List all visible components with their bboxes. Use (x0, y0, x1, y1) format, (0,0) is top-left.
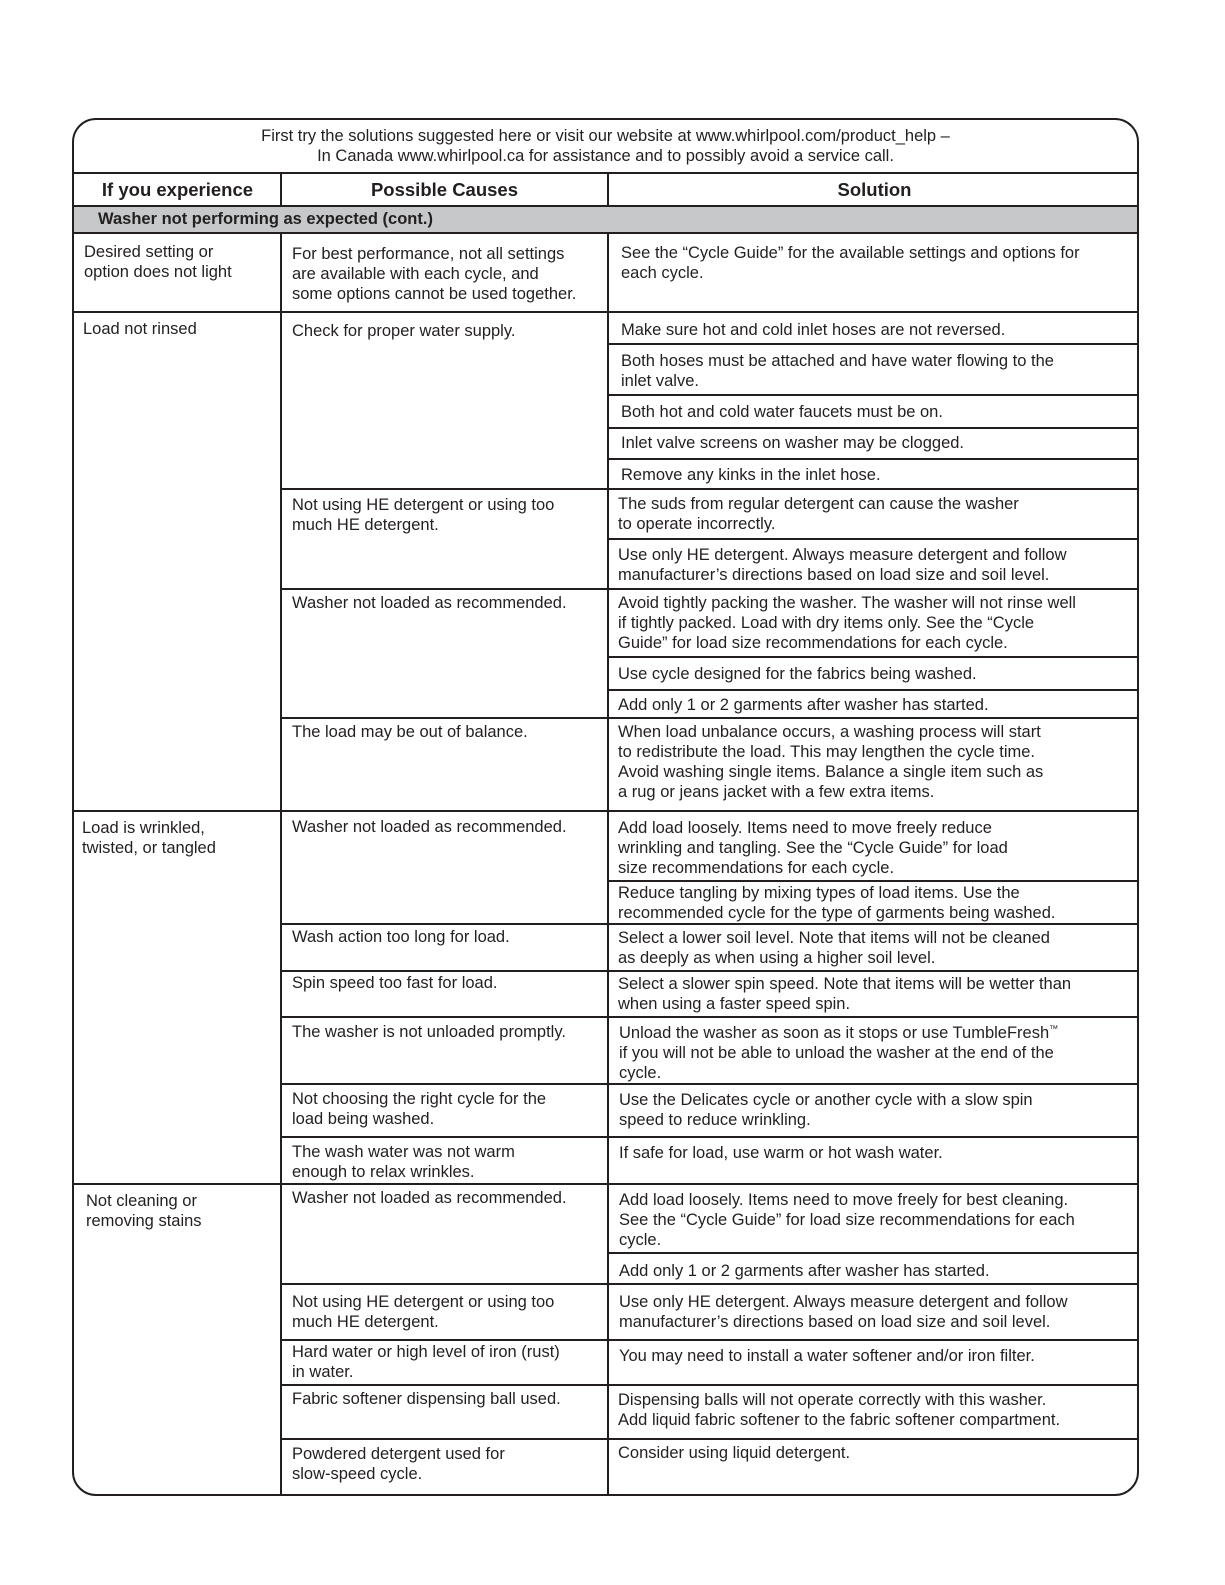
row-separator (608, 538, 1139, 540)
row-separator (608, 1252, 1139, 1254)
cause-cell: Powdered detergent used for slow-speed cycle. (292, 1445, 505, 1483)
solution-cell: Consider using liquid detergent. (618, 1444, 851, 1462)
problem-cell: Desired setting or option does not light (84, 243, 232, 281)
cause-cell: The wash water was not warm enough to relax wrinkles. (292, 1143, 515, 1181)
row-separator (608, 458, 1139, 460)
row-separator (608, 394, 1139, 396)
row-separator (281, 1438, 1139, 1440)
cause-cell: Washer not loaded as recommended. (292, 818, 567, 836)
column-divider (607, 172, 609, 205)
cause-cell: Hard water or high level of iron (rust) in water. (292, 1343, 560, 1381)
problem-cell: Load not rinsed (83, 320, 197, 338)
problem-cell: Not cleaning or removing stains (86, 1192, 202, 1230)
solution-cell: Both hoses must be attached and have water flowing to the inlet valve. (621, 352, 1054, 390)
cause-cell: Not choosing the right cycle for the load being washed. (292, 1090, 547, 1128)
cause-cell: Fabric softener dispensing ball used. (292, 1390, 561, 1408)
solution-cell: Dispensing balls will not operate correctly with this washer. Add liquid fabric softener to the fabric softener compartment. (618, 1391, 1061, 1429)
row-separator (74, 810, 1139, 812)
solution-cell: Add load loosely. Items need to move freely for best cleaning. See the “Cycle Guide” for load size recommendations for each cycle. (619, 1191, 1075, 1249)
header-if-you-experience: If you experience (74, 172, 281, 205)
row-separator (281, 1384, 1139, 1386)
solution-cell: Add only 1 or 2 garments after washer has started. (619, 1262, 990, 1280)
section-title: Washer not performing as expected (cont.) (74, 205, 1137, 234)
cause-cell: Spin speed too fast for load. (292, 974, 498, 992)
intro-text (74, 120, 1137, 172)
row-separator (281, 488, 1139, 490)
solution-cell: Add load loosely. Items need to move freely reduce wrinkling and tangling. See the “Cycle Guide” for load size recommendations for each cycle. (618, 819, 1008, 877)
solution-cell: Inlet valve screens on washer may be clogged. (621, 434, 965, 452)
solution-cell: If safe for load, use warm or hot wash water. (619, 1144, 943, 1162)
solution-cell: Use only HE detergent. Always measure detergent and follow manufacturer’s directions based on load size and soil level. (618, 546, 1067, 584)
row-separator (281, 588, 1139, 590)
row-separator (281, 1016, 1139, 1018)
solution-cell: Make sure hot and cold inlet hoses are not reversed. (621, 321, 1006, 339)
row-separator (608, 343, 1139, 345)
problem-cell: Load is wrinkled, twisted, or tangled (82, 819, 216, 857)
solution-cell: Avoid tightly packing the washer. The washer will not rinse well if tightly packed. Load with dry items only. See the “Cycle Guide” for load size recommendations for each cycle. (618, 594, 1076, 652)
solution-cell: See the “Cycle Guide” for the available settings and options for each cycle. (621, 244, 1080, 282)
solution-line: Unload the washer as soon as it stops or use TumbleFresh (619, 1024, 1050, 1042)
row-separator (608, 689, 1139, 691)
header-possible-causes: Possible Causes (281, 172, 608, 205)
solution-cell: Select a slower spin speed. Note that items will be wetter than when using a faster speed spin. (618, 975, 1072, 1013)
column-divider (280, 234, 282, 1496)
row-separator (74, 1183, 1139, 1185)
row-separator (281, 923, 1139, 925)
cause-cell: The washer is not unloaded promptly. (292, 1023, 566, 1041)
row-separator (281, 970, 1139, 972)
solution-cell: Reduce tangling by mixing types of load items. Use the recommended cycle for the type of garments being washed. (618, 884, 1056, 922)
cause-cell: For best performance, not all settings are available with each cycle, and some options cannot be used together. (292, 245, 577, 303)
intro-line-1: First try the solutions suggested here or visit our website at www.whirlpool.com/product_help – (261, 127, 950, 145)
row-separator (281, 1339, 1139, 1341)
cause-cell: Washer not loaded as recommended. (292, 594, 567, 612)
cause-cell: The load may be out of balance. (292, 723, 528, 741)
solution-cell: Select a lower soil level. Note that items will not be cleaned as deeply as when using a higher soil level. (618, 929, 1050, 967)
trademark-symbol: ™ (1049, 1023, 1059, 1034)
solution-cell: Remove any kinks in the inlet hose. (621, 466, 881, 484)
solution-cell: You may need to install a water softener and/or iron filter. (619, 1347, 1035, 1365)
solution-cell: Both hot and cold water faucets must be on. (621, 403, 943, 421)
solution-cell: Add only 1 or 2 garments after washer has started. (618, 696, 989, 714)
solution-cell: Use cycle designed for the fabrics being washed. (618, 665, 977, 683)
row-separator (608, 880, 1139, 882)
column-divider (280, 172, 282, 205)
cause-cell: Check for proper water supply. (292, 322, 516, 340)
cause-cell: Not using HE detergent or using too much HE detergent. (292, 1293, 555, 1331)
row-separator (608, 427, 1139, 429)
row-separator (281, 1283, 1139, 1285)
cause-cell: Not using HE detergent or using too much HE detergent. (292, 496, 555, 534)
troubleshooting-table (72, 118, 1139, 1496)
cause-cell: Wash action too long for load. (292, 928, 510, 946)
column-divider (607, 234, 609, 1496)
solution-cell (619, 1023, 1058, 1043)
solution-cell: When load unbalance occurs, a washing process will start to redistribute the load. This may lengthen the cycle time. Avoid washing single items. Balance a single item such as a rug or jeans jacket with a few extra items. (618, 723, 1044, 801)
solution-cell: The suds from regular detergent can cause the washer to operate incorrectly. (618, 495, 1019, 533)
cause-cell: Washer not loaded as recommended. (292, 1189, 567, 1207)
row-separator (608, 656, 1139, 658)
intro-line-2: In Canada www.whirlpool.ca for assistance and to possibly avoid a service call. (317, 147, 894, 165)
solution-cell: Use the Delicates cycle or another cycle with a slow spin speed to reduce wrinkling. (619, 1091, 1033, 1129)
row-separator (281, 717, 1139, 719)
row-separator (74, 311, 1139, 313)
solution-cell: if you will not be able to unload the washer at the end of the cycle. (619, 1044, 1054, 1082)
solution-cell: Use only HE detergent. Always measure detergent and follow manufacturer’s directions based on load size and soil level. (619, 1293, 1068, 1331)
row-separator (281, 1083, 1139, 1085)
header-solution: Solution (608, 172, 1139, 205)
row-separator (281, 1136, 1139, 1138)
